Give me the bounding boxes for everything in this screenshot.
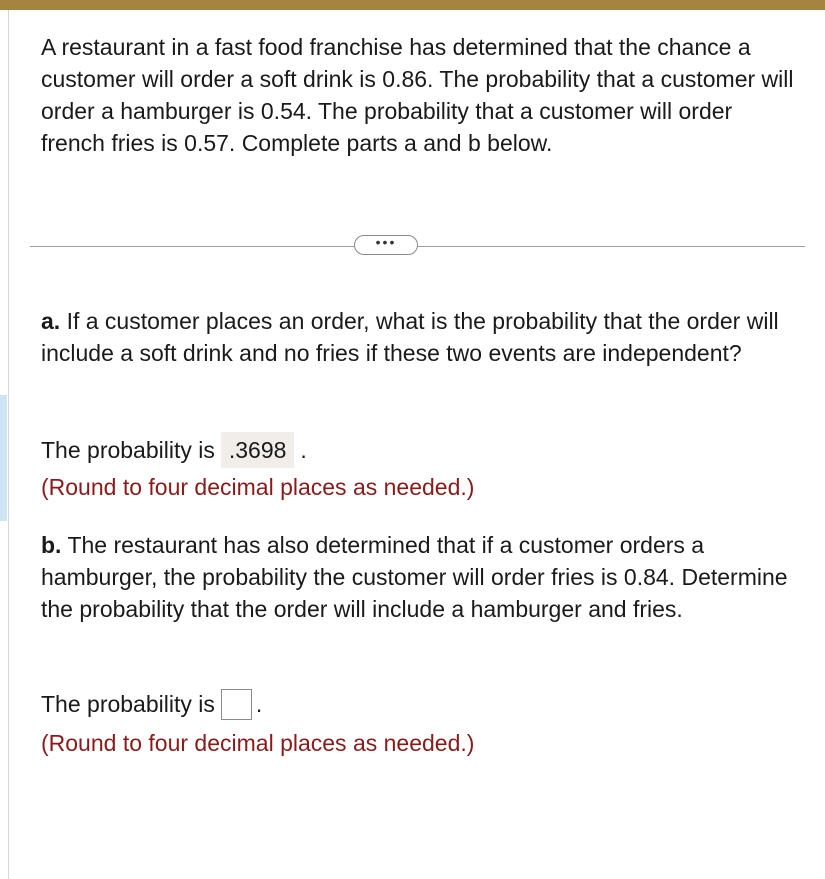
header-accent-bar [0,0,825,10]
part-b-question [41,529,801,625]
part-b-answer-input[interactable] [221,689,252,720]
part-a-answer-suffix: . [300,437,307,463]
part-b-answer-suffix: . [255,691,263,717]
left-border [8,10,9,879]
expand-more-button[interactable] [354,235,418,255]
side-tab-indicator [0,395,7,521]
part-b-rounding-hint: (Round to four decimal places as needed.) [41,730,475,756]
part-a-answer-value[interactable]: .3698 [221,432,295,468]
part-a-answer-line [41,432,307,468]
part-b-question-text: The restaurant has also determined that if a customer orders a hamburger, the probability the customer will order fries is 0.84. Determine the probability that the order will include a hamburger and fries. [41,532,788,622]
part-a-answer-prefix: The probability is [41,437,215,463]
part-a-question [41,305,781,369]
problem-intro: A restaurant in a fast food franchise has determined that the chance a customer will order a soft drink is 0.86. The probability that a customer will order a hamburger is 0.54. The probability that a customer will order french fries is 0.57. Complete parts a and b below. [41,34,794,156]
part-b-answer-line [41,688,262,720]
part-a-label: a. [41,308,61,334]
part-a-question-text: If a customer places an order, what is the probability that the order will include a soft drink and no fries if these two events are independent? [41,308,779,366]
ellipsis-icon: ••• [375,234,397,250]
part-a-rounding-hint: (Round to four decimal places as needed.) [41,474,475,500]
part-b-label: b. [41,532,62,558]
part-b-answer-prefix: The probability is [41,691,215,717]
